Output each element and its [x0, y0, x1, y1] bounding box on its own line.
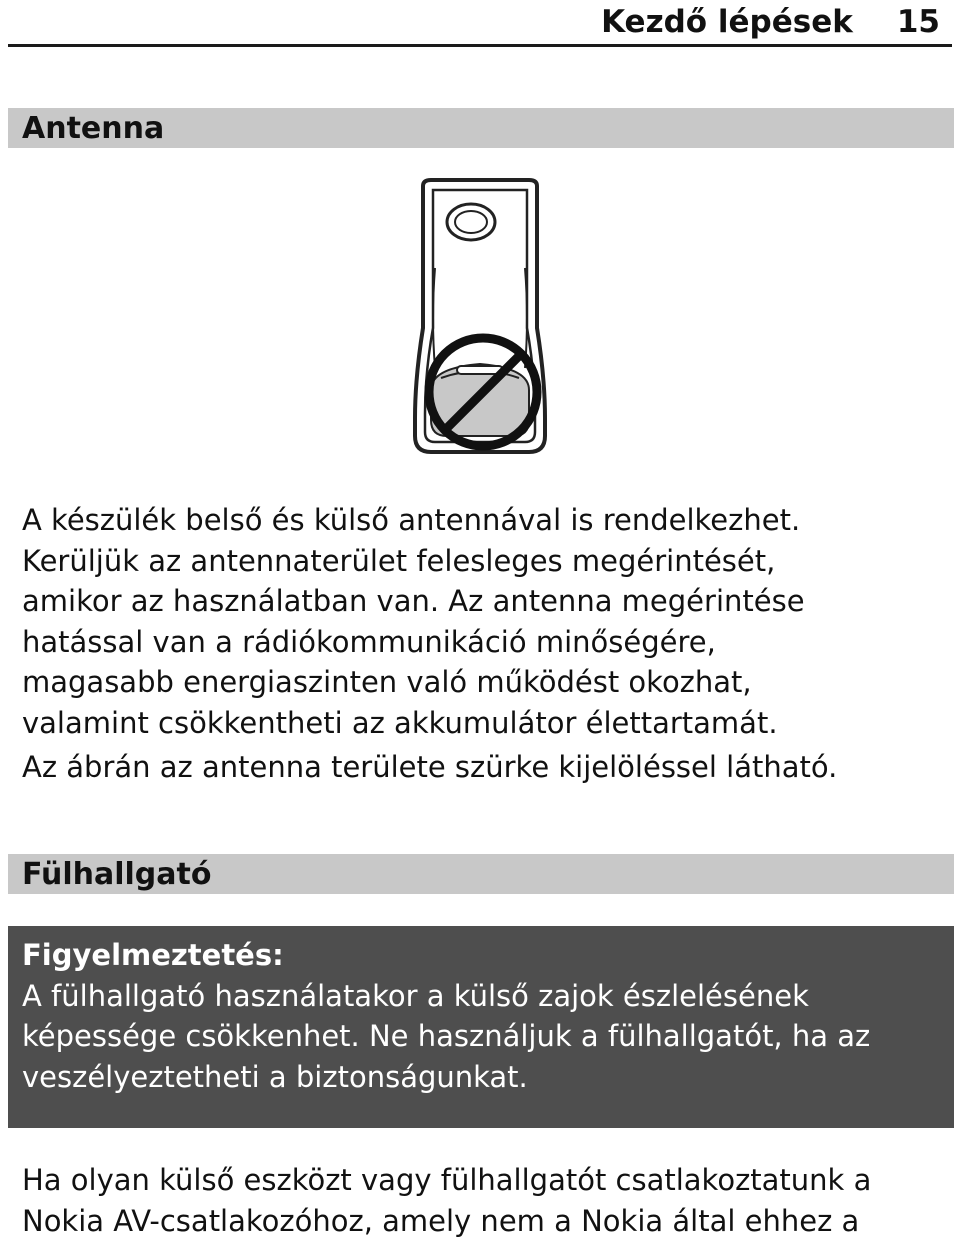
section-heading-text: Fülhallgató — [22, 856, 212, 892]
text-line: amikor az használatban van. Az antenna megérintése — [22, 584, 805, 618]
warning-box — [8, 926, 954, 1128]
text-line: Ha olyan külső eszközt vagy fülhallgatót csatlakoztatunk a — [22, 1163, 872, 1197]
figure-caption: Az ábrán az antenna területe szürke kijelöléssel látható. — [22, 750, 838, 784]
phone-antenna-illustration — [405, 178, 555, 460]
warning-line: képessége csökkenhet. Ne használjuk a fülhallgatót, ha az — [22, 1019, 871, 1053]
text-line: A készülék belső és külső antennával is rendelkezhet. — [22, 503, 801, 537]
text-line: Nokia AV-csatlakozóhoz, amely nem a Nokia által ehhez a — [22, 1203, 860, 1238]
section-heading-antenna — [8, 108, 954, 148]
warning-title: Figyelmeztetés: — [22, 938, 284, 972]
warning-line: A fülhallgató használatakor a külső zajok észlelésének — [22, 978, 809, 1013]
warning-line: veszélyeztetheti a biztonságunkat. — [22, 1059, 528, 1094]
chapter-title: Kezdő lépések — [601, 4, 853, 40]
text-line: Kerüljük az antennaterület felesleges megérintését, — [22, 543, 776, 578]
page-header — [8, 0, 952, 47]
page-number: 15 — [896, 4, 940, 40]
section-heading-text: Antenna — [22, 110, 165, 146]
text-line: magasabb energiaszinten való működést okozhat, — [22, 665, 752, 699]
text-line: valamint csökkentheti az akkumulátor élettartamát. — [22, 705, 778, 740]
text-line: hatással van a rádiókommunikáció minőségére, — [22, 624, 716, 659]
headset-paragraph — [22, 1160, 950, 1241]
antenna-paragraph — [22, 500, 950, 743]
section-heading-headset — [8, 854, 954, 894]
